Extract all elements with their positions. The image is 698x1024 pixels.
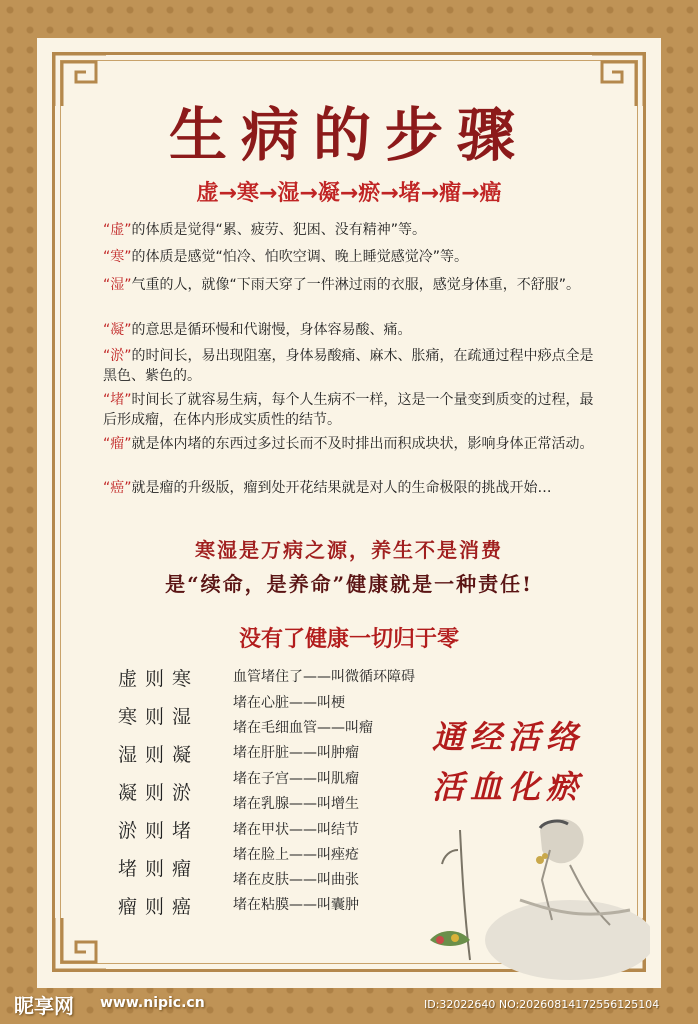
description-item (103, 220, 603, 240)
watermark-id: ID:32022640 NO:20260814172556125104 (424, 998, 660, 1011)
slogan-line-1: 寒湿是万病之源，养生不是消费 (195, 538, 503, 562)
blockage-item: 堵在毛细血管——叫瘤 (233, 720, 373, 736)
slogan-line-2: 是“续命，是养命”健康就是一种责任! (165, 572, 533, 596)
description-text: 就是体内堵的东西过多过长而不及时排出而积成块状，影响身体正常活动。 (131, 436, 594, 452)
description-item (103, 434, 603, 454)
blockage-item: 堵在粘膜——叫囊肿 (233, 897, 359, 913)
rule-item: 堵则瘤 (118, 858, 200, 880)
page-title: 生病的步骤 (168, 101, 529, 169)
description-item (103, 320, 603, 340)
rule-item: 湿则凝 (118, 744, 200, 766)
description-key: “凝” (103, 322, 132, 338)
blockage-item: 堵在乳腺——叫增生 (233, 796, 359, 812)
blockage-item: 堵在甲状——叫结节 (233, 822, 359, 838)
rule-item: 凝则淤 (118, 782, 200, 804)
zero-heading: 没有了健康一切归于零 (238, 627, 459, 652)
rule-item: 淤则堵 (118, 820, 200, 842)
blockage-item: 堵在脸上——叫痤疮 (233, 847, 359, 863)
description-key: “寒” (103, 249, 132, 265)
description-key: “虚” (103, 222, 132, 238)
description-text: 就是瘤的升级版，瘤到处开花结果就是对人的生命极限的挑战开始… (131, 480, 552, 496)
brush-slogan-1: 通经活络 (432, 718, 585, 756)
rule-item: 瘤则癌 (118, 896, 200, 918)
blockage-item: 堵在子宫——叫肌瘤 (233, 771, 359, 787)
watermark-logo: 昵享网 (14, 994, 74, 1018)
description-key: “湿” (103, 277, 132, 293)
description-item (103, 390, 603, 430)
blockage-item: 堵在心脏——叫梗 (233, 695, 345, 711)
description-text: 气重的人，就像“下雨天穿了一件淋过雨的衣服，感觉身体重，不舒服”。 (131, 277, 581, 293)
blockage-item: 血管堵住了——叫微循环障碍 (233, 669, 415, 685)
sage-illustration-icon (400, 790, 650, 980)
description-key: “癌” (103, 480, 132, 496)
description-text: 的意思是循环慢和代谢慢，身体容易酸、痛。 (131, 322, 412, 338)
disease-steps: 虚→寒→湿→凝→瘀→堵→瘤→癌 (196, 181, 502, 206)
description-key: “瘤” (103, 436, 132, 452)
watermark-url: www.nipic.cn (100, 995, 205, 1011)
description-text: 时间长了就容易生病，每个人生病不一样，这是一个量变到质变的过程，最后形成瘤，在体内形成实质性的结节。 (103, 392, 594, 428)
description-key: “淤” (103, 348, 132, 364)
description-text: 的体质是觉得“累、疲劳、犯困、没有精神”等。 (131, 222, 427, 238)
rule-item: 虚则寒 (118, 668, 200, 690)
description-text: 的体质是感觉“怕冷、怕吹空调、晚上睡觉感觉冷”等。 (131, 249, 469, 265)
description-key: “堵” (103, 392, 132, 408)
description-item (103, 478, 603, 498)
blockage-item: 堵在肝脏——叫肿瘤 (233, 745, 359, 761)
fret-corner-icon (52, 916, 108, 972)
brush-slogan-2: 活血化瘀 (432, 768, 585, 806)
description-item (103, 247, 603, 267)
description-item (103, 275, 603, 295)
blockage-item: 堵在皮肤——叫曲张 (233, 872, 359, 888)
description-item (103, 346, 603, 386)
description-text: 的时间长，易出现阻塞，身体易酸痛、麻木、胀痛，在疏通过程中痧点全是黑色、紫色的。 (103, 348, 594, 384)
rule-item: 寒则湿 (118, 706, 200, 728)
